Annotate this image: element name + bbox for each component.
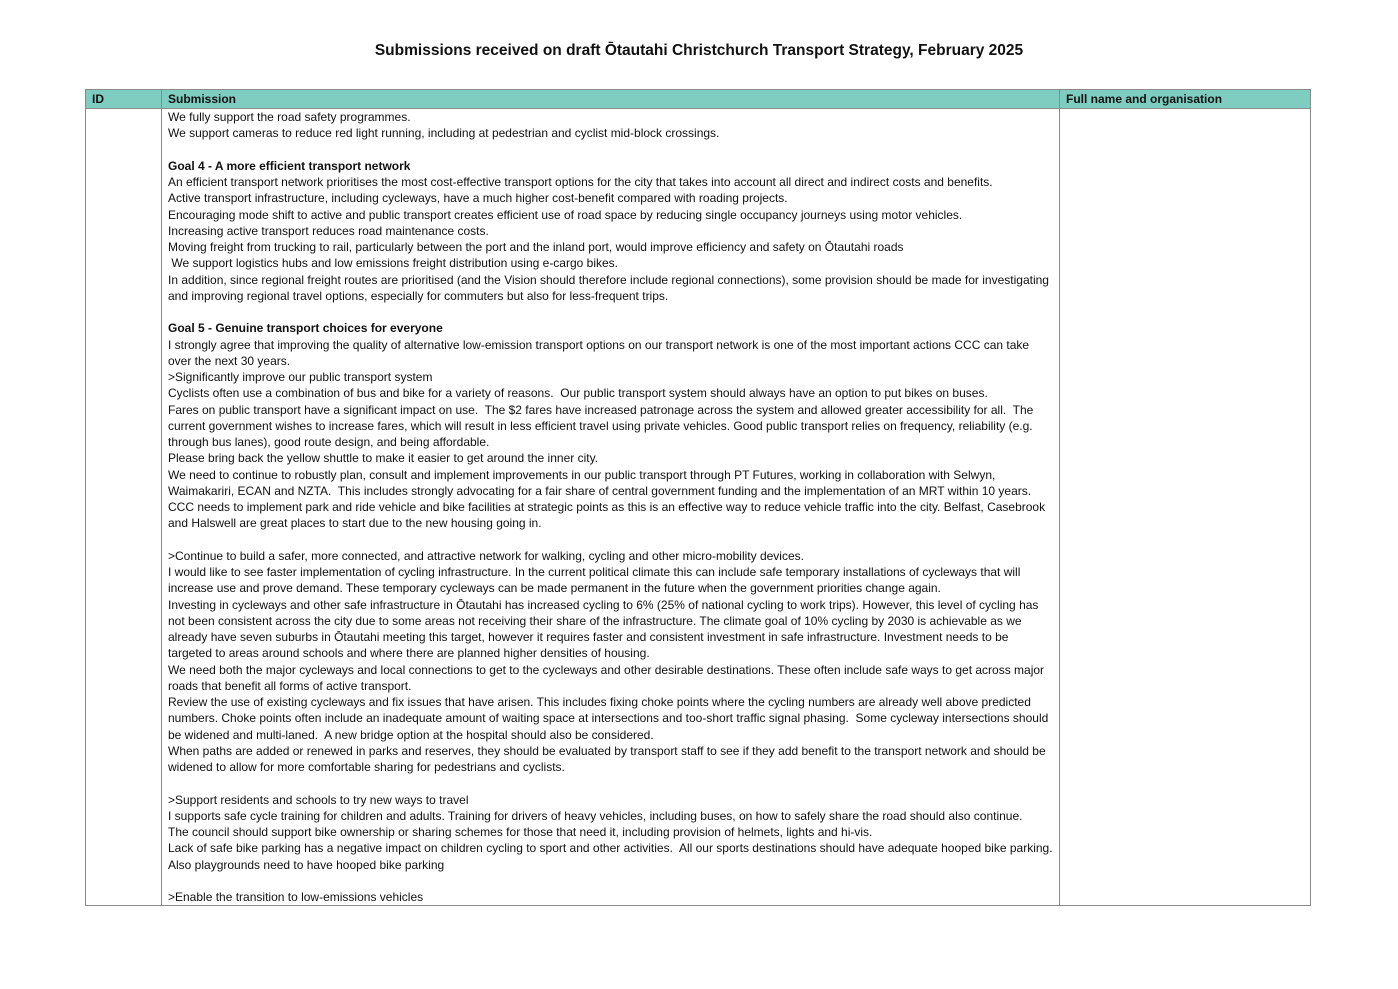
paragraph: In addition, since regional freight routes are prioritised (and the Vision should therefore include regional connections), some provision should be made for investigating and improving regional travel options, especially for commuters but also for less-frequent trips. xyxy=(168,272,1053,303)
paragraph: We need both the major cycleways and local connections to get to the cycleways and other desirable destinations. These often include safe ways to get across major roads that benefit all forms of active transport. xyxy=(168,662,1048,693)
full-name-cell xyxy=(1060,109,1311,906)
paragraph: Active transport infrastructure, including cycleways, have a much higher cost-benefit compared with roading projects. xyxy=(168,191,788,206)
table-header-row xyxy=(86,90,1311,109)
paragraph: Fares on public transport have a significant impact on use. The $2 fares have increased patronage across the system and allowed greater accessibility for all. The current government wishes to increase fares, which will result in less efficient travel using private vehicles. Good public transport relies on frequency, reliability (e.g. through bus lanes), good route design, and being affordable. xyxy=(168,402,1037,449)
goal-4-heading: Goal 4 - A more efficient transport network xyxy=(168,158,411,173)
paragraph: >Significantly improve our public transport system xyxy=(168,370,433,384)
paragraph: Lack of safe bike parking has a negative impact on children cycling to sport and other activities. All our sports destinations should have adequate hooped bike parking. Also playgrounds need to have hooped bike parking xyxy=(168,841,1056,872)
paragraph: An efficient transport network prioritises the most cost-effective transport options for the city that takes into account all direct and indirect costs and benefits. xyxy=(168,175,993,189)
paragraph: Investing in cycleways and other safe infrastructure in Ōtautahi has increased cycling to 6% (25% of national cycling to work trips). However, this level of cycling has not been consistent across the city due to some areas not receiving their share of the infrastructure. The climate goal of 10% cycling by 2030 is achievable as we already have seven suburbs in Ōtautahi meeting this target, however it requires faster and consistent investment in safe infrastructure. Investment needs to be targeted to areas around schools and where there are planned higher densities of housing. xyxy=(168,597,1042,661)
paragraph: Cyclists often use a combination of bus and bike for a variety of reasons. Our public transport system should always have an option to put bikes on buses. xyxy=(168,386,988,401)
column-header-id: ID xyxy=(86,90,162,109)
submission-text xyxy=(168,109,1056,905)
paragraph: Encouraging mode shift to active and public transport creates efficient use of road space by reducing single occupancy journeys using motor vehicles. xyxy=(168,207,963,222)
paragraph: >Support residents and schools to try new ways to travel xyxy=(168,792,469,807)
id-cell xyxy=(86,109,162,906)
paragraph: Review the use of existing cycleways and fix issues that have arisen. This includes fixing choke points where the cycling numbers are already well above predicted numbers. Choke points often include an inadequate amount of waiting space at intersections and too-short traffic signal phasing. Some cycleway intersections should be widened and multi-laned. A new bridge option at the hospital should also be considered. xyxy=(168,695,1052,742)
paragraph: We need to continue to robustly plan, consult and implement improvements in our public transport through PT Futures, working in collaboration with Selwyn, Waimakariri, ECAN and NZTA. This includes strongly advocating for a fair share of central government funding and the implementation of an MRT within 10 years. xyxy=(168,467,1032,498)
paragraph: We support logistics hubs and low emissions freight distribution using e-cargo bikes. xyxy=(168,256,619,271)
column-header-submission: Submission xyxy=(162,90,1060,109)
paragraph: Please bring back the yellow shuttle to make it easier to get around the inner city. xyxy=(168,451,599,466)
paragraph: When paths are added or renewed in parks and reserves, they should be evaluated by transport staff to see if they add benefit to the transport network and should be widened to allow for more comfortable sharing for pedestrians and cyclists. xyxy=(168,743,1050,774)
submission-cell xyxy=(162,109,1060,906)
paragraph: The council should support bike ownership or sharing schemes for those that need it, including provision of helmets, lights and hi-vis. xyxy=(168,825,873,839)
paragraph: >Enable the transition to low-emissions vehicles xyxy=(168,890,424,904)
column-header-full-name: Full name and organisation xyxy=(1060,90,1311,109)
paragraph: We fully support the road safety programmes. xyxy=(168,110,411,124)
paragraph: We support cameras to reduce red light running, including at pedestrian and cyclist mid-block crossings. xyxy=(168,126,720,141)
table-row xyxy=(86,109,1311,906)
paragraph: Increasing active transport reduces road maintenance costs. xyxy=(168,223,489,238)
paragraph: Moving freight from trucking to rail, particularly between the port and the inland port, would improve efficiency and safety on Ōtautahi roads xyxy=(168,240,904,254)
paragraph: I would like to see faster implementation of cycling infrastructure. In the current political climate this can include safe temporary installations of cycleways that will increase use and prove demand. These temporary cycleways can be made permanent in the future when the government priorities change again. xyxy=(168,565,1024,596)
paragraph: >Continue to build a safer, more connected, and attractive network for walking, cycling and other micro-mobility devices. xyxy=(168,548,804,563)
paragraph: I supports safe cycle training for children and adults. Training for drivers of heavy vehicles, including buses, on how to safely share the road should also continue. xyxy=(168,808,1023,823)
submissions-table xyxy=(85,89,1311,906)
paragraph: CCC needs to implement park and ride vehicle and bike facilities at strategic points as this is an effective way to reduce vehicle traffic into the city. Belfast, Casebrook and Halswell are great places to start due to the new housing going in. xyxy=(168,500,1049,531)
paragraph: I strongly agree that improving the quality of alternative low-emission transport options on our transport network is one of the most important actions CCC can take over the next 30 years. xyxy=(168,337,1033,368)
goal-5-heading: Goal 5 - Genuine transport choices for everyone xyxy=(168,321,443,336)
page-title: Submissions received on draft Ōtautahi Christchurch Transport Strategy, February 2025 xyxy=(374,42,1024,59)
